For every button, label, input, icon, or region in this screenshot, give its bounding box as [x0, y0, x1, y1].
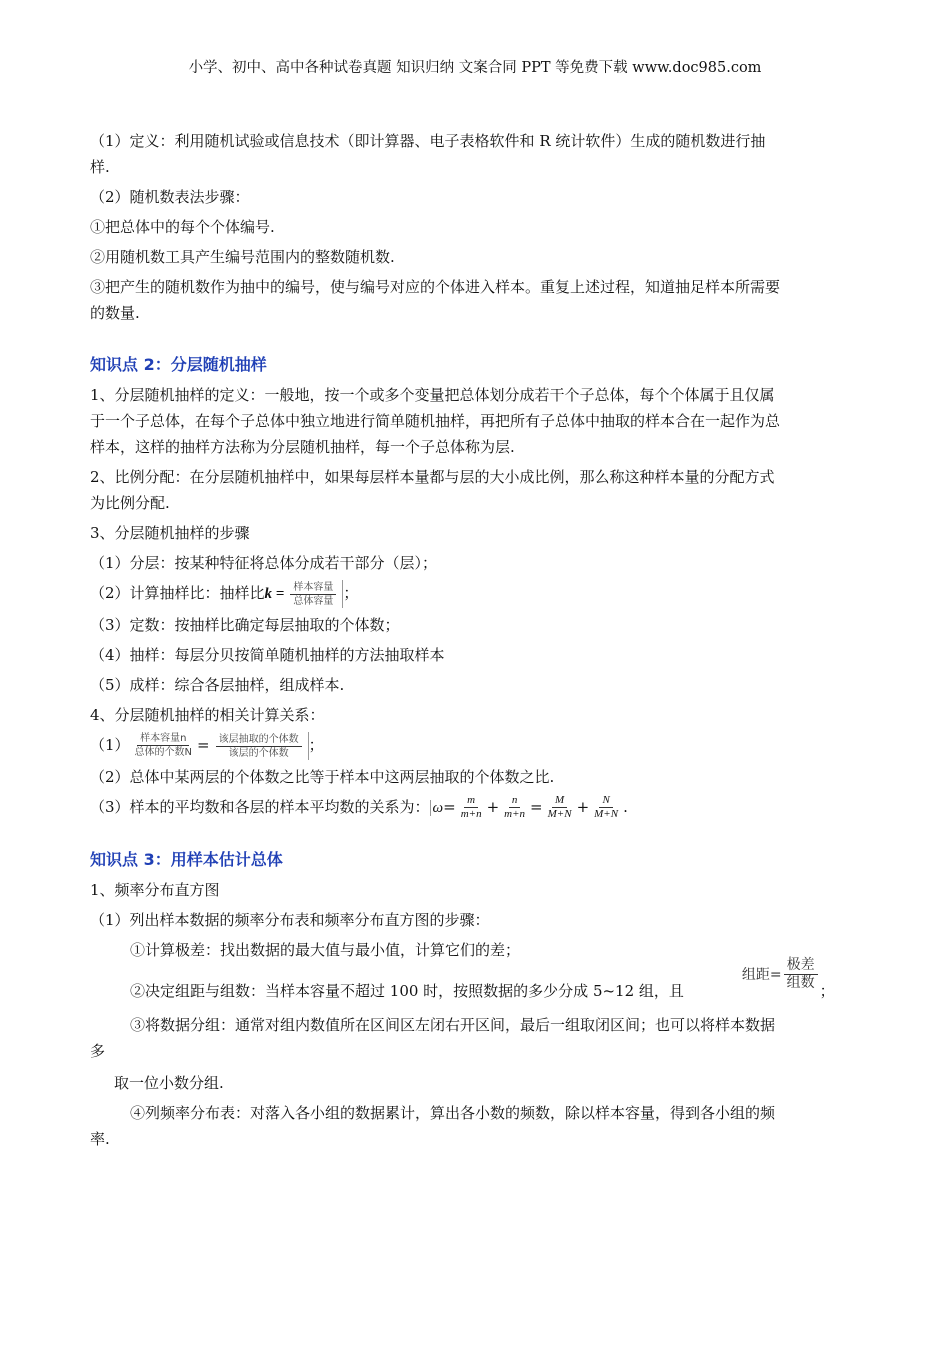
frac-N-den: M+N: [594, 808, 619, 820]
step-count: （3）定数：按抽样比确定每层抽取的个体数；: [90, 615, 400, 634]
relation-1: [90, 732, 862, 760]
k-symbol: k =: [264, 586, 285, 602]
k-fraction: [284, 580, 343, 608]
step-3a: ③把产生的随机数作为抽中的编号，使与编号对应的个体进入样本。重复上述过程，知道抽足样本所需要: [90, 278, 781, 296]
relation-3-text: （3）样本的平均数和各层的样本平均数的关系为：: [90, 797, 430, 816]
def-line-2: 样.: [90, 158, 110, 176]
hist-step-3a: ③将数据分组：通常对组内数值所在区间区左闭右开区间，最后一组取闭区间；也可以将样本数据: [130, 1016, 776, 1034]
frac-n: [501, 794, 528, 821]
frac-N: [591, 794, 621, 821]
stratified-def-1: 1、分层随机抽样的定义：一般地，按一个或多个变量把总体划分成若干个子总体，每个个体属于且仅属: [90, 386, 775, 404]
stratified-def-3: 样本，这样的抽样方法称为分层随机抽样，每一个子总体称为层.: [90, 438, 515, 456]
group-width-fraction: [784, 957, 818, 992]
frac2-numerator: 该层抽取的个体数: [216, 733, 302, 747]
section-title-2: 知识点 2：分层随机抽样: [90, 355, 267, 374]
hist-step-2: [90, 957, 862, 1008]
hist-step-3c: 取一位小数分组.: [114, 1074, 224, 1092]
relation-1-end: ；: [308, 735, 324, 754]
document-body: [90, 128, 862, 1156]
fraction-n-over-N: [132, 732, 195, 759]
plus-1: +: [486, 797, 500, 816]
relation-1-label: （1）: [90, 735, 130, 754]
hist-step-4a: ④列频率分布表：对落入各小组的数据累计，算出各小数的频数，除以样本容量，得到各小组的频: [130, 1104, 776, 1122]
equals-2: =: [443, 797, 456, 816]
section-title-3: 知识点 3：用样本估计总体: [90, 850, 283, 869]
hist-step-2-end: ；: [819, 981, 835, 1000]
proportional-1: 2、比例分配：在分层随机抽样中，如果每层样本量都与层的大小成比例，那么称这种样本量的分配方式: [90, 468, 775, 486]
hist-step-3b: 多: [90, 1042, 106, 1060]
proportional-2: 为比例分配.: [90, 494, 170, 512]
steps-title: （2）随机数表法步骤：: [90, 188, 250, 206]
k-numerator: 样本容量: [290, 581, 336, 595]
frac1-numerator: 样本容量n: [137, 732, 189, 746]
step-layer: （1）分层：按某种特征将总体分成若干部分（层）；: [90, 554, 438, 572]
step-2: ②用随机数工具产生编号范围内的整数随机数.: [90, 248, 395, 266]
equals-3: =: [530, 797, 543, 816]
step-1: ①把总体中的每个个体编号.: [90, 218, 275, 236]
k-denominator: 总体容量: [293, 595, 334, 607]
page-header: 小学、初中、高中各种试卷真题 知识归纳 文案合同 PPT 等免费下载 www.doc985.com: [188, 60, 762, 76]
ratio-text: （2）计算抽样比：抽样比: [90, 584, 265, 602]
frac-n-den: m+n: [504, 808, 526, 820]
frac-m-num: m: [464, 794, 478, 808]
frac-m: [458, 794, 485, 821]
hist-step-1: ①计算极差：找出数据的最大值与最小值，计算它们的差；: [130, 941, 521, 959]
count-denominator: 组数: [786, 975, 815, 991]
step-compose: （5）成样：综合各层抽样，组成样本.: [90, 675, 345, 694]
frac-N-num: N: [599, 794, 612, 808]
fraction-layer: [210, 732, 309, 760]
frac-M: [545, 794, 575, 821]
def-line-1: （1）定义：利用随机试验或信息技术（即计算器、电子表格软件和 R 统计软件）生成的随机数进行抽: [90, 132, 766, 150]
range-numerator: 极差: [784, 957, 818, 975]
relation-3: [90, 794, 862, 822]
steps-heading: 3、分层随机抽样的步骤: [90, 524, 250, 542]
step-ratio: [90, 580, 862, 608]
ratio-end: ；: [343, 584, 359, 602]
frac1-denominator: 总体的个数N: [134, 747, 193, 759]
frac-M-den: M+N: [547, 808, 572, 820]
equals-sign: =: [197, 735, 210, 754]
frac-n-num: n: [509, 794, 521, 808]
frac-m-den: m+n: [460, 808, 482, 820]
relation-3-end: .: [623, 797, 628, 816]
omega-symbol: ω: [430, 800, 444, 816]
relations-heading: 4、分层随机抽样的相关计算关系：: [90, 705, 325, 724]
step-3b: 的数量.: [90, 304, 140, 322]
hist-step-4b: 率.: [90, 1130, 110, 1148]
frac2-denominator: 该层的个体数: [228, 747, 289, 759]
hist-step-2-text: ②决定组距与组数：当样本容量不超过 100 时，按照数据的多少分成 5~12 组，且: [130, 981, 684, 1000]
frac-M-num: M: [552, 794, 567, 808]
step-sample: （4）抽样：每层分贝按简单随机抽样的方法抽取样本: [90, 645, 445, 664]
histogram-heading: 1、频率分布直方图: [90, 881, 220, 899]
stratified-def-2: 于一个子总体，在每个子总体中独立地进行简单随机抽样，再把所有子总体中抽取的样本合在一起作为总: [90, 412, 781, 430]
histogram-steps-title: （1）列出样本数据的频率分布表和频率分布直方图的步骤：: [90, 911, 490, 929]
plus-2: +: [576, 797, 590, 816]
group-width-label: 组距=: [741, 966, 782, 983]
relation-2: （2）总体中某两层的个体数之比等于样本中这两层抽取的个体数之比.: [90, 767, 555, 786]
